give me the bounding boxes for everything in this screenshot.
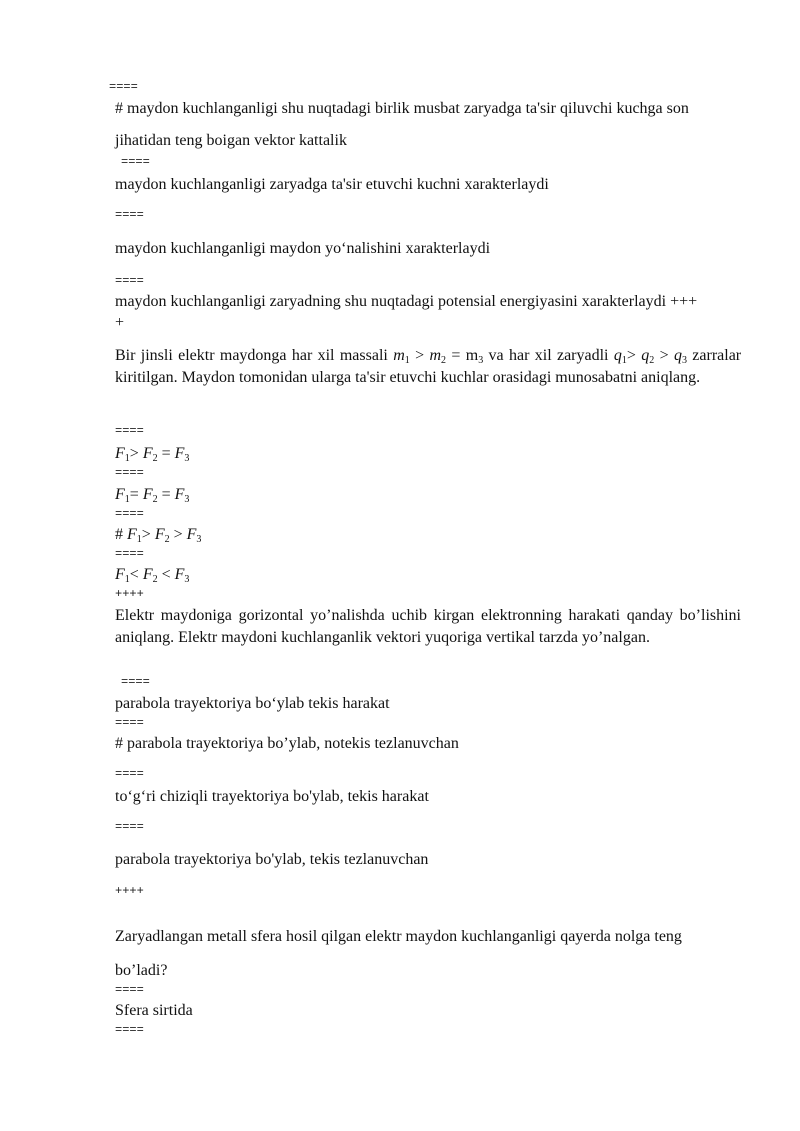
answer-line: jihatidan teng boigan vektor kattalik — [115, 132, 347, 149]
answer-line: parabola trayektoriya bo‘ylab tekis harakat — [115, 695, 390, 712]
question-2: Bir jinsli elektr maydonga har xil massali $m_1 > m_2 = m_3$ va har xil zaryadli $q_1> q_2 > q_3$ zarralar kiritilgan. Maydon tomonidan ularga ta'sir etuvchi kuchlar orasidagi munosabatni aniqlang. — [115, 347, 742, 386]
answer-formula-correct: # $F_1> F_2 > F_3$ — [115, 526, 202, 545]
question-4-line: Zaryadlangan metall sfera hosil qilgan elektr maydon kuchlanganligi qayerda nolga teng — [115, 928, 682, 945]
answer-line: to‘g‘ri chiziqli trayektoriya bo'ylab, tekis harakat — [115, 788, 429, 805]
separator: ==== — [121, 675, 150, 689]
separator: ==== — [115, 274, 144, 288]
answer-line: maydon kuchlanganligi zaryadning shu nuqtadagi potensial energiyasini xarakterlaydi +++ — [115, 293, 698, 310]
answer-line: maydon kuchlanganligi zaryadga ta'sir etuvchi kuchni xarakterlaydi — [115, 176, 549, 193]
answer-line: # maydon kuchlanganligi shu nuqtadagi birlik musbat zaryadga ta'sir qiluvchi kuchga son — [115, 100, 689, 117]
answer-line: parabola trayektoriya bo'ylab, tekis tezlanuvchan — [115, 851, 429, 868]
separator: ==== — [115, 466, 144, 480]
answer-line-correct: # parabola trayektoriya bo’ylab, notekis tezlanuvchan — [115, 735, 459, 752]
question-3: Elektr maydoniga gorizontal yo’nalishda uchib kirgan elektronning harakati qanday bo’lishini aniqlang. Elektr maydoni kuchlanganlik vektori yuqoriga vertikal tarzda yo’nalgan. — [115, 607, 741, 646]
separator: ==== — [109, 80, 138, 94]
question-delimiter: ++++ — [115, 587, 144, 601]
separator: ==== — [115, 983, 144, 997]
separator: ==== — [115, 424, 144, 438]
separator: ==== — [115, 547, 144, 561]
separator: ==== — [115, 716, 144, 730]
question-delimiter: ++++ — [115, 884, 144, 898]
answer-line: Sfera sirtida — [115, 1002, 193, 1019]
separator: ==== — [115, 507, 144, 521]
answer-formula: $F_1< F_2 < F_3$ — [115, 566, 190, 585]
question-4-line: bo’ladi? — [115, 962, 168, 979]
answer-formula: $F_1= F_2 = F_3$ — [115, 486, 190, 505]
separator: ==== — [115, 208, 144, 222]
answer-line: maydon kuchlanganligi maydon yo‘nalishini xarakterlaydi — [115, 240, 491, 257]
continuation-mark: + — [115, 314, 125, 331]
separator: ==== — [115, 1023, 144, 1037]
separator: ==== — [115, 820, 144, 834]
separator: ==== — [115, 767, 144, 781]
answer-formula: $F_1> F_2 = F_3$ — [115, 445, 190, 464]
separator: ==== — [121, 155, 150, 169]
